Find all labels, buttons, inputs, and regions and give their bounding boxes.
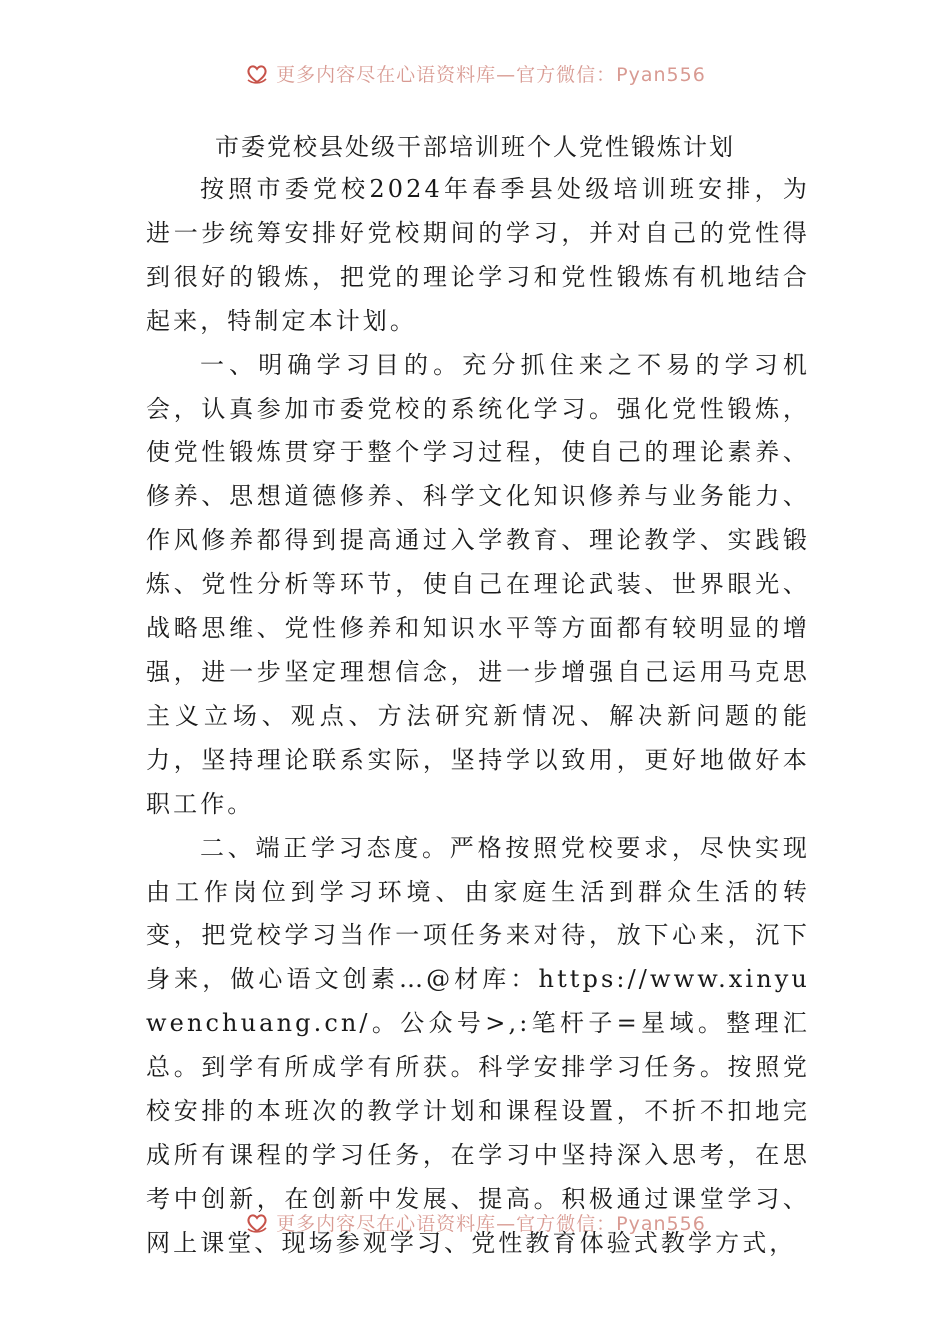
paragraph-section-2: 二、端正学习态度。严格按照党校要求，尽快实现由工作岗位到学习环境、由家庭生活到群众生活的转变，把党校学习当作一项任务来对待，放下心来，沉下身来，做心语文创素…@材库：https://www.xinyuwenchuang.cn/。公众号>,:笔杆子=星域。整理汇总。到学有所成学有所获。科学安排学习任务。按照党校安排的本班次的教学计划和课程设置，不折不扣地完成所有课程的学习任务，在学习中坚持深入思考，在思考中创新，在创新中发展、提高。积极通过课堂学习、网上课堂、现场参观学习、党性教育体验式教学方式， (146, 833, 810, 1257)
paragraph-intro: 按照市委党校2024年春季县处级培训班安排，为进一步统筹安排好党校期间的学习，并对自己的党性得到很好的锻炼，把党的理论学习和党性锻炼有机地结合起来，特制定本计划。 (146, 175, 810, 335)
document-title: 市委党校县处级干部培训班个人党性锻炼计划 (215, 133, 735, 161)
paragraph-section-1: 一、明确学习目的。充分抓住来之不易的学习机会，认真参加市委党校的系统化学习。强化党性锻炼，使党性锻炼贯穿于整个学习过程，使自己的理论素养、修养、思想道德修养、科学文化知识修养与业务能力、作风修养都得到提高通过入学教育、理论教学、实践锻炼、党性分析等环节，使自己在理论武装、世界眼光、战略思维、党性修养和知识水平等方面都有较明显的增强，进一步坚定理想信念，进一步增强自己运用马克思主义立场、观点、方法研究新情况、解决新问题的能力，坚持理论联系实际，坚持学以致用，更好地做好本职工作。 (146, 350, 810, 818)
heart-swirl-logo-icon (244, 60, 270, 86)
watermark-text: 更多内容尽在心语资料库—官方微信：Pyan556 (276, 1212, 706, 1235)
heart-swirl-logo-icon (244, 1209, 270, 1235)
document-body (146, 168, 810, 1266)
watermark-text: 更多内容尽在心语资料库—官方微信：Pyan556 (276, 63, 706, 86)
watermark-footer (0, 1205, 950, 1239)
watermark-header (0, 56, 950, 90)
